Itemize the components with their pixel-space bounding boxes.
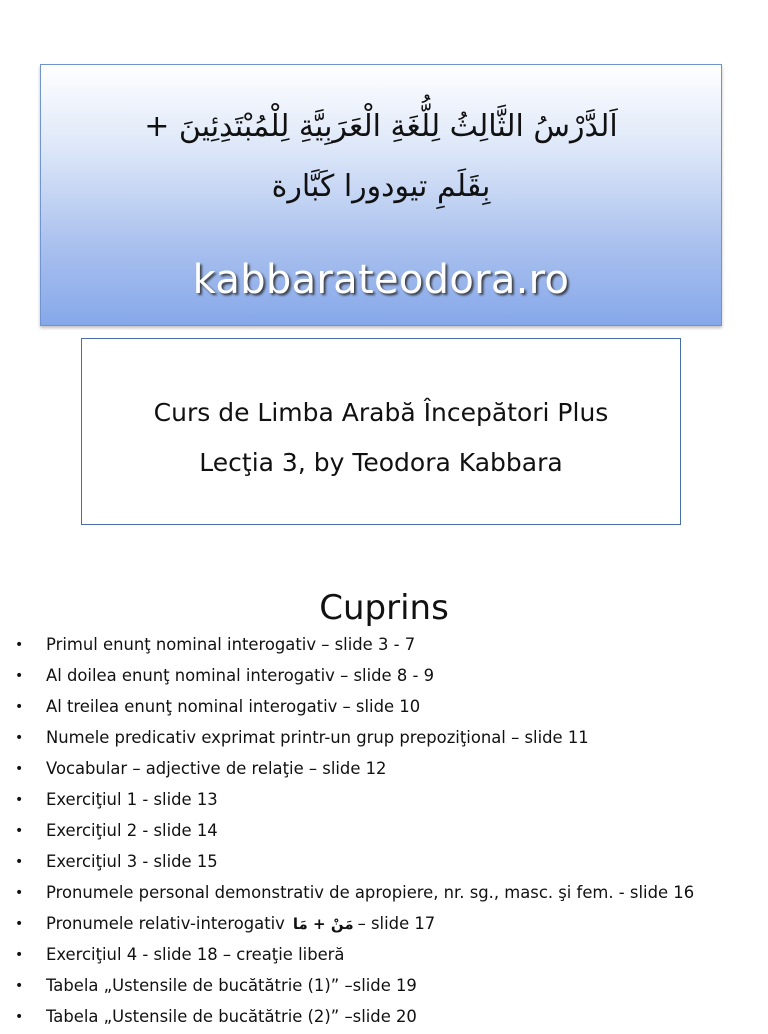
list-item-text: Pronumele personal demonstrativ de apropiere, nr. sg., masc. şi fem. - slide 16 bbox=[46, 883, 695, 902]
list-item bbox=[0, 1003, 768, 1034]
bullet-icon: • bbox=[15, 761, 24, 777]
contents-heading: Cuprins bbox=[319, 588, 449, 628]
bullet-icon: • bbox=[15, 823, 24, 839]
bullet-icon: • bbox=[15, 947, 24, 963]
list-item bbox=[0, 879, 768, 910]
list-item-text: Tabela „Ustensile de bucătătrie (2)” –slide 20 bbox=[46, 1007, 417, 1026]
bullet-icon: • bbox=[15, 978, 24, 994]
list-item-text: Tabela „Ustensile de bucătătrie (1)” –slide 19 bbox=[46, 976, 417, 995]
list-item-text: Vocabular – adjective de relaţie – slide 12 bbox=[46, 759, 387, 778]
list-item bbox=[0, 755, 768, 786]
bullet-icon: • bbox=[15, 792, 24, 808]
lesson-title: Lecţia 3, by Teodora Kabbara bbox=[199, 448, 563, 477]
table-of-contents bbox=[0, 631, 768, 1034]
bullet-icon: • bbox=[15, 1009, 24, 1025]
subtitle-box bbox=[81, 338, 681, 525]
bullet-icon: • bbox=[15, 730, 24, 746]
bullet-icon: • bbox=[15, 699, 24, 715]
bullet-icon: • bbox=[15, 668, 24, 684]
arabic-title-line-2: بِقَلَمِ تيودورا كَبَّارة bbox=[271, 169, 491, 204]
list-item bbox=[0, 662, 768, 693]
list-item bbox=[0, 972, 768, 1003]
list-item-text: Primul enunţ nominal interogativ – slide 3 - 7 bbox=[46, 635, 416, 654]
list-item-text bbox=[46, 910, 435, 938]
list-item-text: Exerciţiul 4 - slide 18 – creaţie liberă bbox=[46, 945, 345, 964]
list-item bbox=[0, 724, 768, 755]
list-item-label: Pronumele relativ-interogativ bbox=[46, 914, 285, 933]
list-item-text: Al treilea enunţ nominal interogativ – slide 10 bbox=[46, 697, 421, 716]
list-item-text: Al doilea enunţ nominal interogativ – slide 8 - 9 bbox=[46, 666, 435, 685]
list-item bbox=[0, 848, 768, 879]
bullet-icon: • bbox=[15, 854, 24, 870]
list-item bbox=[0, 941, 768, 972]
list-item-text: Exerciţiul 2 - slide 14 bbox=[46, 821, 218, 840]
course-title: Curs de Limba Arabă Începători Plus bbox=[153, 398, 609, 427]
site-url: kabbarateodora.ro bbox=[192, 257, 570, 303]
list-item bbox=[0, 786, 768, 817]
list-item bbox=[0, 693, 768, 724]
bullet-icon: • bbox=[15, 637, 24, 653]
bullet-icon: • bbox=[15, 885, 24, 901]
list-item bbox=[0, 631, 768, 662]
list-item-text: Exerciţiul 3 - slide 15 bbox=[46, 852, 218, 871]
list-item-text: Exerciţiul 1 - slide 13 bbox=[46, 790, 218, 809]
title-banner bbox=[40, 64, 722, 326]
arabic-title-line-1: اَلدَّرْسُ الثَّالِثُ لِلُّغَةِ الْعَرَبِيَّةِ لِلْمُبْتَدِئِينَ + bbox=[144, 109, 618, 144]
list-item bbox=[0, 910, 768, 941]
list-item bbox=[0, 817, 768, 848]
bullet-icon: • bbox=[15, 916, 24, 932]
list-item-text: Numele predicativ exprimat printr-un grup prepoziţional – slide 11 bbox=[46, 728, 589, 747]
list-item-suffix: – slide 17 bbox=[357, 914, 436, 933]
arabic-pronouns: مَنْ + مَا bbox=[292, 915, 354, 933]
